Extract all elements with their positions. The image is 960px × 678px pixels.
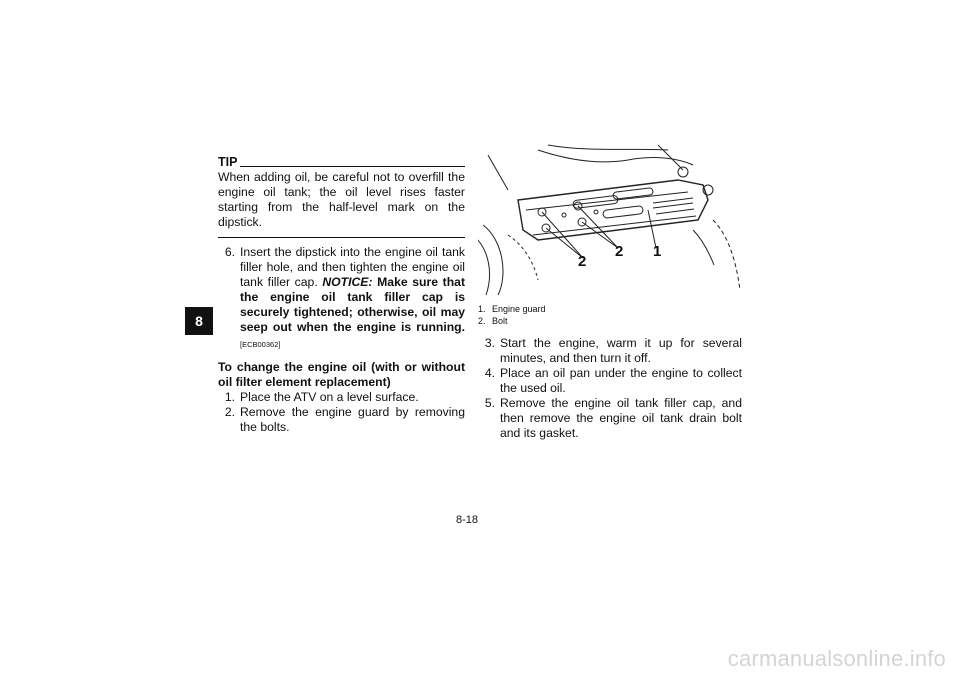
step-3: [478, 336, 742, 366]
notice-text: Make sure that the engine oil tank filler cap is securely tightened; otherwise, oil may seep out when the engine is running.: [240, 275, 466, 334]
callout-2-left: 2: [578, 253, 587, 270]
page-number: 8-18: [456, 514, 479, 526]
section-heading: To change the engine oil (with or without oil filter element replacement): [218, 360, 465, 389]
chapter-tab: 8: [185, 307, 213, 335]
watermark: carmanualsonline.info: [727, 646, 946, 671]
step-number: 2.: [224, 405, 235, 419]
step-6: [218, 245, 465, 352]
tip-end-rule: [218, 237, 465, 238]
step-text: Remove the engine guard by removing the bolts.: [240, 405, 465, 434]
step-2: [218, 405, 465, 435]
notice-label: NOTICE:: [322, 275, 373, 289]
step-number: 3.: [484, 336, 495, 350]
caption-text: Bolt: [492, 316, 508, 326]
step-text: Place the ATV on a level surface.: [240, 390, 419, 404]
step-number: 1.: [224, 390, 235, 404]
step-5: [478, 396, 742, 441]
step-text: Remove the engine oil tank filler cap, and then remove the engine oil tank drain bolt and its gasket.: [500, 396, 742, 440]
tip-label: TIP: [218, 155, 238, 169]
caption-number: 1.: [478, 304, 486, 314]
left-steps: [218, 390, 465, 435]
step-text: Start the engine, warm it up for several minutes, and then turn it off.: [500, 336, 742, 365]
left-column: [218, 155, 465, 435]
caption-item: [478, 315, 742, 327]
figure-captions: [478, 303, 742, 327]
tip-rule: [240, 166, 465, 167]
right-column: [478, 140, 742, 441]
step-number: 5.: [484, 396, 495, 410]
notice-code: [ECB00362]: [240, 340, 281, 349]
step-text: Place an oil pan under the engine to collect the used oil.: [500, 366, 742, 395]
caption-number: 2.: [478, 316, 486, 326]
right-steps: [478, 336, 742, 441]
callout-1: 1: [653, 243, 662, 260]
step-6-text: Insert the dipstick into the engine oil tank filler hole, and then tighten the engine oil tank filler cap.: [240, 245, 465, 289]
engine-guard-illustration: [478, 140, 742, 295]
callout-2-right: 2: [615, 243, 624, 260]
tip-heading: [218, 155, 465, 170]
step-1: [218, 390, 465, 405]
caption-item: [478, 303, 742, 315]
step-number: 6.: [224, 245, 235, 259]
step-number: 4.: [484, 366, 495, 380]
tip-body: When adding oil, be careful not to overfill the engine oil tank; the oil level rises faster starting from the half-level mark on the dipstick.: [218, 170, 465, 229]
step-text: [240, 245, 465, 352]
step-4: [478, 366, 742, 396]
caption-text: Engine guard: [492, 304, 546, 314]
